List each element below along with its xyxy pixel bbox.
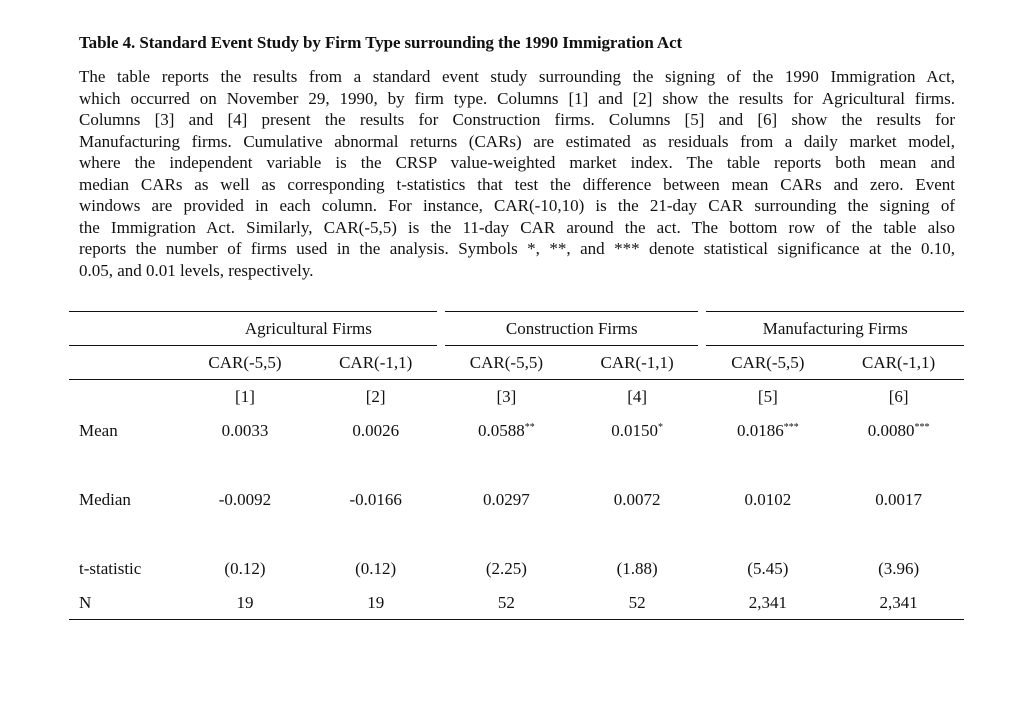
significance-stars: ** [524,422,535,433]
column-number: [3] [441,380,572,414]
cell-value: 2,341 [833,587,964,620]
group-header-agricultural: Agricultural Firms [180,312,441,346]
column-number: [1] [180,380,311,414]
cell-value: 0.0186 [736,421,784,440]
cell-value: (0.12) [224,559,266,578]
cell-value: -0.0166 [349,490,402,509]
cell-value: 52 [441,587,572,620]
group-header-manufacturing: Manufacturing Firms [702,312,964,346]
table-cell [572,413,703,449]
cell-value: (1.88) [616,559,658,578]
cell-value: (5.45) [747,559,789,578]
significance-stars: *** [783,422,799,433]
caption-line: windows are provided in each column. For instance, CAR(-10,10) is the 21-day CAR surrounding the signing of [79,196,955,215]
cell-value: 19 [310,587,441,620]
cell-value: 0.0017 [875,490,922,509]
car-header: CAR(-5,5) [180,346,311,380]
cell-value: 0.0072 [613,490,661,509]
table-title: Table 4. Standard Event Study by Firm Type surrounding the 1990 Immigration Act [79,33,683,52]
significance-stars: *** [914,422,930,433]
column-number: [4] [572,380,703,414]
car-header: CAR(-5,5) [441,346,572,380]
cell-value: 52 [572,587,703,620]
row-label: Mean [79,421,118,440]
empty-header-cell [69,380,180,414]
spacer-row [69,518,964,551]
cell-value: 0.0026 [352,421,400,440]
cell-value: 0.0033 [221,421,269,440]
row-label: t-statistic [79,559,142,578]
row-label: Median [79,490,131,509]
cell-value: 2,341 [702,587,833,620]
table-cell [180,413,311,449]
car-header: CAR(-1,1) [572,346,703,380]
table-row-tstat [69,551,964,587]
cell-value: 0.0080 [867,421,915,440]
spacer-row [69,449,964,482]
caption-line: 0.05, and 0.01 levels, respectively. [79,260,314,280]
car-header: CAR(-1,1) [310,346,441,380]
cell-value: 0.0297 [483,490,530,509]
caption-line: the Immigration Act. Similarly, CAR(-5,5) is the 11-day CAR around the act. The bottom row of the table also [79,217,955,237]
table-row-n [69,587,964,620]
column-number: [6] [833,380,964,414]
empty-header-cell [69,312,180,346]
cell-value: 19 [180,587,311,620]
cell-value: (2.25) [485,559,527,578]
results-table [69,311,964,620]
column-number: [2] [310,380,441,414]
caption-line: median CARs as well as corresponding t-statistics that test the difference between mean CARs and zero. Event [79,174,955,194]
table-caption [79,66,955,281]
car-header-row [69,346,964,380]
table-cell [310,413,441,449]
significance-stars: * [658,422,663,433]
table-cell [702,413,833,449]
car-header: CAR(-1,1) [833,346,964,380]
caption-line: Manufacturing firms. Cumulative abnormal returns (CARs) are estimated as residuals from a daily market model, [79,131,955,151]
cell-value: 0.0150 [611,421,658,440]
cell-value: (0.12) [355,559,397,578]
group-header-construction: Construction Firms [441,312,702,346]
cell-value: 0.0588 [478,421,525,440]
caption-line: reports the number of firms used in the analysis. Symbols *, **, and *** denote statistical significance at the 0.10, [79,239,955,258]
caption-line: which occurred on November 29, 1990, by firm type. Columns [1] and [2] show the results for Agricultural firms. [79,88,955,108]
table-row-median [69,482,964,518]
table-cell [441,413,572,449]
table-row-mean [69,413,964,449]
column-number-row [69,380,964,414]
cell-value: (3.96) [878,559,920,578]
group-header-row [69,312,964,346]
empty-header-cell [69,346,180,380]
table-cell [833,413,964,449]
row-label: N [69,587,180,620]
caption-line: where the independent variable is the CRSP value-weighted market index. The table reports both mean and [79,153,955,172]
cell-value: 0.0102 [744,490,792,509]
caption-line: Columns [3] and [4] present the results for Construction firms. Columns [5] and [6] show the results for [79,110,955,129]
cell-value: -0.0092 [218,490,272,509]
caption-line: The table reports the results from a standard event study surrounding the signing of the 1990 Immigration Act, [79,67,955,86]
car-header: CAR(-5,5) [702,346,833,380]
column-number: [5] [702,380,833,414]
